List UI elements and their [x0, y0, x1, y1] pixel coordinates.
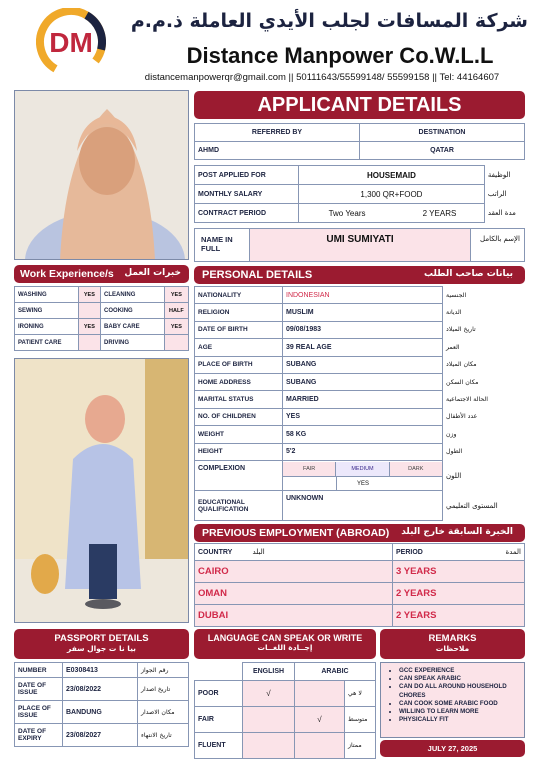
personal-detail-label: PLACE OF BIRTH [195, 356, 283, 373]
contract-value-b: 2 YEARS [395, 204, 484, 223]
personal-detail-value: YES [283, 408, 443, 425]
language-title-ar: إجــادة اللغــات [257, 643, 313, 652]
skill-label: SEWING [15, 303, 79, 319]
language-level-label: POOR [195, 681, 243, 707]
personal-detail-label: DATE OF BIRTH [195, 321, 283, 338]
personal-detail-row [195, 373, 525, 390]
remarks-date: JULY 27, 2025 [380, 740, 525, 757]
personal-detail-row [195, 391, 525, 408]
country-label: COUNTRY [195, 544, 250, 561]
personal-detail-row [195, 304, 525, 321]
work-experience-row [15, 303, 189, 319]
passport-title-ar: بيا نا ت جوال سفر [67, 644, 136, 653]
skill-value: YES [78, 319, 100, 335]
work-experience-row [15, 335, 189, 351]
remark-item: • WILLING TO LEARN MORE [399, 708, 520, 716]
skill-value [78, 335, 100, 351]
passport-ar: تاريخ الانتهاء [138, 724, 189, 747]
education-value: UNKNOWN [283, 491, 443, 521]
country-ar: البلد [250, 544, 393, 561]
employment-period: 2 YEARS [393, 605, 525, 627]
skill-label: CLEANING [101, 287, 165, 303]
passport-header [14, 629, 189, 659]
language-row [195, 681, 376, 707]
passport-table [14, 662, 189, 747]
personal-detail-row [195, 443, 525, 460]
complexion-ar: اللون [446, 471, 462, 480]
language-level-ar: لا هي [345, 681, 376, 707]
passport-ar: تاريخ اصدار [138, 678, 189, 701]
destination-label: DESTINATION [360, 124, 525, 142]
remark-item: • CAN DO ALL AROUND HOUSEHOLD CHORES [399, 683, 520, 699]
personal-detail-label: HEIGHT [195, 443, 283, 460]
language-title: LANGUAGE CAN SPEAK OR WRITE [207, 633, 363, 643]
previous-employment-row [195, 583, 525, 605]
complexion-label: COMPLEXION [195, 461, 283, 491]
personal-detail-value: MUSLIM [283, 304, 443, 321]
work-experience-title-ar: خبرات العمل [124, 268, 181, 278]
personal-detail-value: INDONESIAN [283, 287, 443, 304]
personal-detail-row [195, 356, 525, 373]
personal-detail-value: SUBANG [283, 373, 443, 390]
period-ar: المدة [443, 544, 525, 561]
language-row [195, 707, 376, 733]
personal-detail-ar: الحالة الاجتماعية [446, 396, 488, 404]
passport-value: BANDUNG [63, 701, 138, 724]
remark-item: • PHYSICALLY FIT [399, 716, 520, 724]
passport-label: PLACE OF ISSUE [15, 701, 63, 724]
personal-detail-ar: مكان السكن [446, 378, 479, 386]
personal-detail-value: 58 KG [283, 426, 443, 443]
passport-ar: مكان الاصدار [138, 701, 189, 724]
passport-row [15, 701, 189, 724]
skill-value [164, 335, 188, 351]
referral-table [194, 123, 525, 160]
personal-detail-row [195, 339, 525, 356]
work-experience-table [14, 286, 189, 351]
passport-row [15, 663, 189, 678]
language-table [194, 662, 376, 759]
personal-detail-ar: الطول [446, 448, 463, 456]
name-value: UMI SUMIYATI [326, 234, 394, 245]
company-arabic-name: شركة المسافات لجلب الأيدي العاملة ذ.م.م [130, 10, 528, 32]
remark-item: • CAN COOK SOME ARABIC FOOD [399, 700, 520, 708]
employment-country: DUBAI [195, 605, 393, 627]
personal-detail-row [195, 287, 525, 304]
language-english-check: √ [243, 681, 295, 707]
remarks-list [381, 663, 524, 724]
personal-detail-label: NATIONALITY [195, 287, 283, 304]
personal-detail-label: HOME ADDRESS [195, 373, 283, 390]
personal-detail-ar: الجنسية [446, 291, 467, 299]
post-value: HOUSEMAID [299, 166, 485, 185]
referred-by-label: REFERRED BY [195, 124, 360, 142]
work-experience-row [15, 319, 189, 335]
personal-detail-value: MARRIED [283, 391, 443, 408]
passport-value: 23/08/2027 [63, 724, 138, 747]
passport-ar: رقم الجواز [138, 663, 189, 678]
company-contact: distancemanpowerqr@gmail.com || 50111643/55599148/ 55599158 || Tel: 44164607 [144, 72, 500, 83]
personal-details-table [194, 286, 525, 461]
education-label: EDUCATIONAL QUALIFICATION [195, 491, 283, 521]
work-experience-row [15, 287, 189, 303]
language-level-ar: ممتاز [345, 733, 376, 759]
previous-employment-title: PREVIOUS EMPLOYMENT (ABROAD) [202, 527, 390, 539]
contract-value-a: Two Years [299, 204, 396, 223]
personal-detail-row [195, 321, 525, 338]
personal-detail-ar: العمر [446, 343, 460, 351]
contract-label: CONTRACT PERIOD [195, 204, 299, 223]
personal-detail-label: NO. OF CHILDREN [195, 408, 283, 425]
remarks-title-ar: ملاحظات [435, 644, 470, 653]
language-arabic-check [295, 681, 345, 707]
skill-value: YES [164, 319, 188, 335]
employment-period: 2 YEARS [393, 583, 525, 605]
name-value-box [249, 229, 471, 261]
skill-label: IRONING [15, 319, 79, 335]
language-arabic-check [295, 733, 345, 759]
remarks-box [380, 662, 525, 738]
salary-label: MONTHLY SALARY [195, 185, 299, 204]
previous-employment-row [195, 561, 525, 583]
language-row [195, 733, 376, 759]
name-row [194, 228, 525, 262]
personal-details-title-ar: بيانات صاحب الطلب [423, 269, 513, 279]
skill-label: DRIVING [101, 335, 165, 351]
personal-detail-row [195, 426, 525, 443]
personal-detail-label: AGE [195, 339, 283, 356]
complexion-options [283, 461, 443, 491]
passport-title: PASSPORT DETAILS [54, 633, 149, 644]
complexion-option-fair: FAIR [283, 462, 336, 476]
applicant-portrait-photo [14, 90, 189, 260]
language-col-english: ENGLISH [243, 663, 295, 681]
language-header [194, 629, 376, 659]
destination-value: QATAR [360, 142, 525, 160]
complexion-option-medium: MEDIUM [336, 462, 389, 476]
name-ar: الإسم بالكامل [480, 235, 520, 243]
work-experience-header [14, 265, 189, 283]
remark-item: • GCC EXPERIENCE [399, 667, 520, 675]
post-label: POST APPLIED FOR [195, 166, 299, 185]
name-label: NAME IN FULL [201, 235, 233, 253]
skill-label: BABY CARE [101, 319, 165, 335]
personal-detail-value: SUBANG [283, 356, 443, 373]
remark-item: • CAN SPEAK ARABIC [399, 675, 520, 683]
personal-detail-label: RELIGION [195, 304, 283, 321]
complexion-value: YES [357, 480, 370, 487]
skill-value: YES [164, 287, 188, 303]
previous-employment-header [194, 524, 525, 542]
language-english-check [243, 733, 295, 759]
skill-value: YES [78, 287, 100, 303]
personal-detail-value: 09/08/1983 [283, 321, 443, 338]
applicant-details-header: APPLICANT DETAILS [194, 91, 525, 119]
personal-detail-ar: تاريخ الميلاد [446, 326, 476, 334]
previous-employment-title-ar: الخبرة السابقة خارج البلد [401, 527, 513, 537]
skill-value: HALF [164, 303, 188, 319]
employment-country: OMAN [195, 583, 393, 605]
passport-row [15, 678, 189, 701]
personal-detail-label: WEIGHT [195, 426, 283, 443]
language-level-label: FLUENT [195, 733, 243, 759]
personal-detail-ar: عدد الأطفال [446, 413, 478, 421]
education-ar: المستوى التعليمي [446, 501, 498, 510]
language-english-check [243, 707, 295, 733]
personal-detail-ar: وزن [446, 430, 457, 438]
period-label: PERIOD [393, 544, 443, 561]
passport-row [15, 724, 189, 747]
complexion-education-table [194, 460, 525, 521]
language-col-arabic: ARABIC [295, 663, 376, 681]
salary-ar: الراتب [487, 190, 507, 198]
personal-detail-label: MARITAL STATUS [195, 391, 283, 408]
logo-letters: DM [49, 27, 93, 58]
skill-label: PATIENT CARE [15, 335, 79, 351]
personal-detail-value: 39 REAL AGE [283, 339, 443, 356]
remarks-title: REMARKS [428, 633, 477, 644]
personal-details-header [194, 266, 525, 284]
previous-employment-row [195, 605, 525, 627]
post-ar: الوظيفة [487, 171, 511, 179]
complexion-option-dark: DARK [390, 462, 442, 476]
previous-employment-table [194, 543, 525, 627]
passport-label: DATE OF EXPIRY [15, 724, 63, 747]
skill-label: COOKING [101, 303, 165, 319]
personal-detail-ar: مكان الميلاد [446, 361, 477, 369]
language-level-ar: متوسط [345, 707, 376, 733]
job-table [194, 165, 525, 223]
passport-label: DATE OF ISSUE [15, 678, 63, 701]
passport-label: NUMBER [15, 663, 63, 678]
passport-value: E0308413 [63, 663, 138, 678]
passport-value: 23/08/2022 [63, 678, 138, 701]
applicant-full-body-photo [14, 358, 189, 623]
skill-value [78, 303, 100, 319]
personal-detail-row [195, 408, 525, 425]
remarks-header [380, 629, 525, 659]
salary-value: 1,300 QR+FOOD [299, 185, 485, 204]
referred-by-value: AHMD [195, 142, 360, 160]
company-english-name: Distance Manpower Co.W.L.L [186, 43, 494, 68]
company-logo [36, 8, 106, 76]
employment-period: 3 YEARS [393, 561, 525, 583]
employment-country: CAIRO [195, 561, 393, 583]
language-level-label: FAIR [195, 707, 243, 733]
personal-detail-ar: الديانة [446, 309, 462, 317]
skill-label: WASHING [15, 287, 79, 303]
contract-ar: مدة العقد [487, 209, 516, 217]
personal-detail-value: 5'2 [283, 443, 443, 460]
language-arabic-check: √ [295, 707, 345, 733]
personal-details-title: PERSONAL DETAILS [202, 269, 313, 281]
work-experience-title: Work Experience/s [20, 268, 114, 280]
